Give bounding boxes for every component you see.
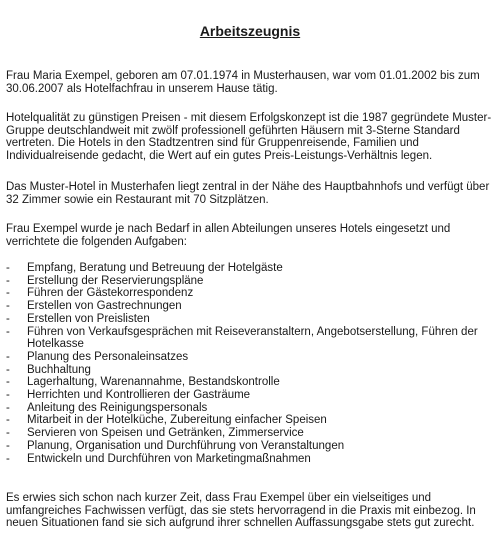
duties-list bbox=[6, 262, 494, 465]
duty-text: Empfang, Beratung und Betreuung der Hotelgäste bbox=[27, 262, 283, 274]
duty-text: Führen der Gästekorrespondenz bbox=[27, 287, 194, 300]
duty-text: Servieren von Speisen und Getränken, Zimmerservice bbox=[27, 427, 304, 440]
bullet-dash: - bbox=[6, 274, 10, 287]
duty-text: Buchhaltung bbox=[27, 363, 91, 376]
duty-text: Entwickeln und Durchführen von Marketingmaßnahmen bbox=[27, 452, 311, 465]
list-item bbox=[6, 440, 494, 453]
list-item bbox=[6, 351, 494, 364]
bullet-dash: - bbox=[6, 439, 10, 452]
bullet-dash: - bbox=[6, 427, 10, 440]
duty-text: Planung des Personaleinsatzes bbox=[27, 350, 189, 363]
list-item bbox=[6, 376, 494, 389]
bullet-dash: - bbox=[6, 376, 10, 389]
bullet-dash: - bbox=[6, 300, 10, 313]
bullet-dash: - bbox=[6, 287, 10, 300]
bullet-dash: - bbox=[6, 325, 10, 338]
duties-intro-paragraph: Frau Exempel wurde je nach Bedarf in allen Abteilungen unseres Hotels eingesetzt und verrichtete die folgenden Aufgaben: bbox=[6, 223, 451, 248]
document-title: Arbeitszeugnis bbox=[199, 23, 301, 39]
list-item bbox=[6, 453, 494, 466]
bullet-dash: - bbox=[6, 262, 10, 274]
list-item bbox=[6, 389, 494, 402]
hotel-description-paragraph: Hotelqualität zu günstigen Preisen - mit diesem Erfolgskonzept ist die 1987 gegründete Muster-Gruppe deutschlandweit mit zwölf professionell geführten Häusern mit 3-Sterne Standard vertreten. Die Hotels in den Stadtzentren sind für Gruppenreisende, Familien und Individualreisende gedacht, die Wert auf ein gutes Preis-Leistungs-Verhältnis legen. bbox=[6, 112, 492, 163]
list-item bbox=[6, 364, 494, 377]
location-paragraph: Das Muster-Hotel in Musterhafen liegt zentral in der Nähe des Hauptbahnhofs und verfügt über 32 Zimmer sowie ein Restaurant mit 70 Sitzplätzen. bbox=[6, 181, 490, 206]
list-item bbox=[6, 313, 494, 326]
bullet-dash: - bbox=[6, 363, 10, 376]
list-item bbox=[6, 300, 494, 313]
list-item bbox=[6, 262, 494, 275]
duty-text: Erstellung der Reservierungspläne bbox=[27, 274, 204, 287]
bullet-dash: - bbox=[6, 452, 10, 465]
list-item bbox=[6, 402, 494, 415]
bullet-dash: - bbox=[6, 414, 10, 427]
list-item bbox=[6, 414, 494, 427]
duty-text: Anleitung des Reinigungspersonals bbox=[27, 401, 208, 414]
list-item bbox=[6, 326, 494, 351]
list-item bbox=[6, 275, 494, 288]
closing-paragraph: Es erwies sich schon nach kurzer Zeit, dass Frau Exempel über ein vielseitiges und umfangreiches Fachwissen verfügt, das sie stets hervorragend in die Praxis mit einbezog. In neuen Situationen fand sie sich aufgrund ihrer schnellen Auffassungsgabe stets gut zurecht. bbox=[6, 492, 476, 530]
duty-text: Lagerhaltung, Warenannahme, Bestandskontrolle bbox=[27, 376, 280, 389]
duty-text: Führen von Verkaufsgesprächen mit Reiseveranstaltern, Angebotserstellung, Führen der Hotelkasse bbox=[27, 325, 478, 351]
duty-text: Erstellen von Gastrechnungen bbox=[27, 300, 182, 313]
duty-text: Mitarbeit in der Hotelküche, Zubereitung einfacher Speisen bbox=[27, 414, 327, 427]
duty-text: Erstellen von Preislisten bbox=[27, 312, 150, 325]
bullet-dash: - bbox=[6, 350, 10, 363]
duty-text: Herrichten und Kontrollieren der Gasträume bbox=[27, 389, 251, 402]
list-item bbox=[6, 287, 494, 300]
bullet-dash: - bbox=[6, 312, 10, 325]
duty-text: Planung, Organisation und Durchführung von Veranstaltungen bbox=[27, 439, 345, 452]
intro-paragraph: Frau Maria Exempel, geboren am 07.01.1974 in Musterhausen, war vom 01.01.2002 bis zum 30.06.2007 als Hotelfachfrau in unserem Hause tätig. bbox=[6, 70, 480, 95]
bullet-dash: - bbox=[6, 389, 10, 402]
list-item bbox=[6, 427, 494, 440]
bullet-dash: - bbox=[6, 401, 10, 414]
